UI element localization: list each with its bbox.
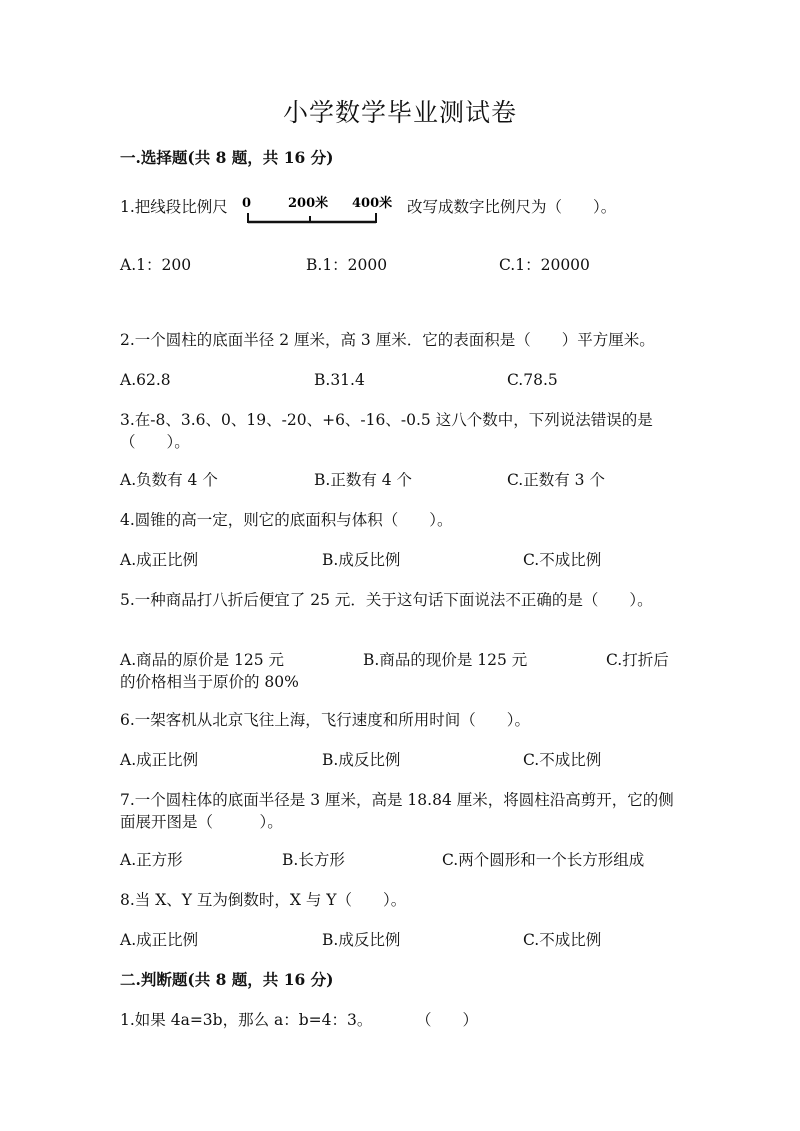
question-3-option-a: A.负数有 4 个 [120, 471, 218, 489]
scale-label-0: 0 [242, 196, 252, 211]
question-7-text: 7.一个圆柱体的底面半径是 3 厘米，高是 18.84 厘米，将圆柱沿高剪开，它的侧面展开图是（ ）。 [120, 791, 674, 831]
question-2-option-a: A.62.8 [120, 371, 171, 389]
section-heading-multiple-choice: 一.选择题(共 8 题，共 16 分) [120, 148, 334, 167]
question-4-option-b: B.成反比例 [322, 551, 401, 569]
question-2-text: 2.一个圆柱的底面半径 2 厘米，高 3 厘米．它的表面积是（ ）平方厘米。 [120, 331, 655, 349]
question-1-option-a: A.1：200 [120, 256, 192, 274]
question-6-option-b: B.成反比例 [322, 751, 401, 769]
question-5-option-c-continued: 的价格相当于原价的 80% [120, 673, 299, 691]
question-8-option-c: C.不成比例 [523, 931, 602, 949]
scale-label-200: 200米 [288, 196, 329, 211]
judge-question-1-blank: （ ） [416, 1011, 479, 1029]
question-3-option-b: B.正数有 4 个 [314, 471, 413, 489]
question-3-option-c: C.正数有 3 个 [507, 471, 605, 489]
question-1-prefix: 1.把线段比例尺 [120, 198, 228, 216]
question-3-text: 3.在-8、3.6、0、19、-20、+6、-16、-0.5 这八个数中，下列说法错误的是（ ）。 [120, 411, 653, 451]
question-7-option-a: A.正方形 [120, 851, 183, 869]
question-7-option-b: B.长方形 [282, 851, 345, 869]
question-8-option-b: B.成反比例 [322, 931, 401, 949]
question-5-option-b: B.商品的现价是 125 元 [363, 651, 528, 669]
question-2-option-b: B.31.4 [314, 371, 365, 389]
question-8-option-a: A.成正比例 [120, 931, 199, 949]
question-4-option-a: A.成正比例 [120, 551, 199, 569]
judge-question-1-text: 1.如果 4a=3b，那么 a：b=4：3。 [120, 1011, 373, 1029]
line-scale-figure [236, 193, 396, 229]
question-8-text: 8.当 X、Y 互为倒数时，X 与 Y（ ）。 [120, 891, 407, 909]
question-4-option-c: C.不成比例 [523, 551, 602, 569]
scale-label-400: 400米 [352, 196, 393, 211]
page-title: 小学数学毕业测试卷 [282, 98, 517, 127]
question-1-option-c: C.1：20000 [499, 256, 590, 274]
question-6-option-a: A.成正比例 [120, 751, 199, 769]
question-6-text: 6.一架客机从北京飞往上海，飞行速度和所用时间（ ）。 [120, 711, 531, 729]
question-2-option-c: C.78.5 [507, 371, 558, 389]
question-5-option-a: A.商品的原价是 125 元 [120, 651, 285, 669]
question-4-text: 4.圆锥的高一定，则它的底面积与体积（ ）。 [120, 511, 453, 529]
question-6-option-c: C.不成比例 [523, 751, 602, 769]
section-heading-true-false: 二.判断题(共 8 题，共 16 分) [120, 970, 334, 989]
question-5-text: 5.一种商品打八折后便宜了 25 元．关于这句话下面说法不正确的是（ ）。 [120, 591, 653, 609]
question-7-option-c: C.两个圆形和一个长方形组成 [442, 851, 645, 869]
question-1-option-b: B.1：2000 [306, 256, 388, 274]
question-1-suffix: 改写成数字比例尺为（ ）。 [407, 198, 617, 216]
question-5-option-c: C.打折后 [606, 651, 669, 669]
